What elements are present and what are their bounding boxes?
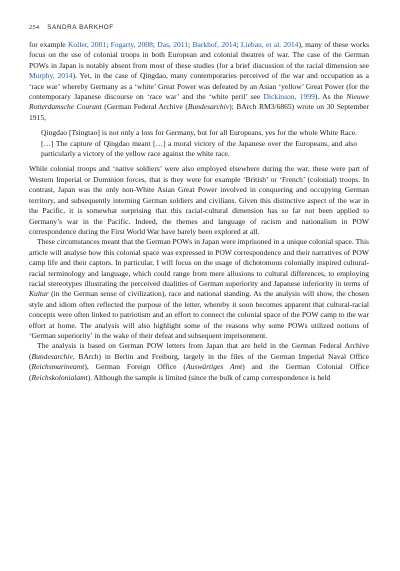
text: ; [152,40,158,49]
citation-link[interactable]: Fogarty, 2008 [110,40,153,49]
text: ), many of these works focus on the use of colonial troops in both European and colonial theatres of war. The case of the German POWs in Japan is notably absent from most of these studies (for a brief discussion of the racial dimension see [29,40,370,70]
italic-term: Bundesarchiv [187,102,230,112]
text: ) and the German Colonial Office ( [29,362,369,382]
paragraph-2: While colonial troops and ‘native soldiers’ were also employed elsewhere during the war, these were part of Western Imperial or Dominion forces, that is they were for example ‘British’ or ‘French’ (colonial) troops. In contrast, Japan was the only non-White Asian Great Power involved in conquering and occupying German territory, and subsequently interning German soldiers and civilians. Given this distinctive aspect of the war in the Pacific, it is somewhat surprising that this racial-cultural dimension has so far not been applied to Germany’s war in the Pacific. Indeed, the themes and language of racism and nationalism in POW correspondence during the First World War have barely been explored at all. [29,164,369,236]
newspaper-title: Nieuwe Rotterdamsche Courant [29,92,369,112]
text: , BArch) in Berlin and Freiburg, largely in the files of the German Imperial Naval Office ( [29,351,369,372]
text: (in the German sense of civilization), race and national standing. As the analysis will show, the chosen style and idiom often reflected the purpose of the letter, whereby it soon becomes apparent that cultural-racial concepts were often linked to patriotism and an effort to connect the colonial space of the POW camp to the war effort at home. The analysis will also highlight some of the reasons why some POWs utilized notions of ‘German superiority’ in the wake of their defeat and subsequent imprisonment. [29,289,369,340]
text: ). Although the sample is limited (since the bulk of camp correspondence is held [87,372,331,382]
article-body [29,40,369,383]
italic-term: Reichsmarineamt [31,362,85,372]
italic-term: Reichskolonialamt [31,372,88,382]
italic-term: Kultur [29,289,49,299]
citation-link[interactable]: Dickinson, 1999 [263,92,315,102]
text: ), German Foreign Office ( [84,362,186,372]
paragraph-1 [29,40,369,123]
text: ). Yet, in the case of Qingdao, many contemporaries perceived of the war and occupation as a ‘race war’ whereby Germany as a ‘white’ Great Power was defeated by an Asian ‘yellow’ Great Power (for the contemporary Japanese discourse on ‘race war’ and the ‘white peril’ see [29,71,369,102]
block-quote: Qingdao [Tsingtao] is not only a loss for Germany, but for all Europeans, yes for the whole White Race.[…] The capture of Qingdao meant […] a moral victory of the Japanese over the Europeans, and also particularly a victory of the yellow race against the white race. [41,128,357,159]
text: ); BArch RM3/6865) wrote on 30 September 1915, [29,102,370,122]
italic-term: Auswärtiges Amt [185,362,243,372]
citation-link[interactable]: Liebau, et al. 2014 [240,40,299,49]
text: ; [106,40,111,49]
italic-term: Bundesarchiv [31,351,73,361]
paragraph-4 [29,341,369,383]
text: (German Federal Archive ( [101,102,188,112]
text: ; [188,40,193,49]
paragraph-3 [29,237,369,341]
text: These circumstances meant that the German POWs in Japan were imprisoned in a unique colonial space. This article will analyse how this colonial space was expressed in POW correspondence and their narratives of POW camp life and their captors. In particular, I will focus on the usage of dichotomous colonially inspired cultural-racial terminology and language, which could range from mere allusions to cultural differences, to employing racial stereotypes illustrating the perceived dualities of German superiority and Japanese inferiority in terms of [29,237,369,288]
running-head-author: SANDRA BARKHOF [47,24,114,31]
text: for example [29,40,68,49]
text: ; [236,40,241,49]
page-number: 254 [29,24,40,31]
citation-link[interactable]: Murphy, 2014 [29,71,73,81]
text: The analysis is based on German POW letters from Japan that are held in the German Federal Archive ( [29,341,369,361]
citation-link[interactable]: Koller, 2001 [67,40,107,49]
citation-link[interactable]: Das, 2011 [157,40,189,49]
citation-link[interactable]: Barkhof, 2014 [192,40,237,49]
running-header [29,24,114,31]
text: ). As the [314,92,347,102]
